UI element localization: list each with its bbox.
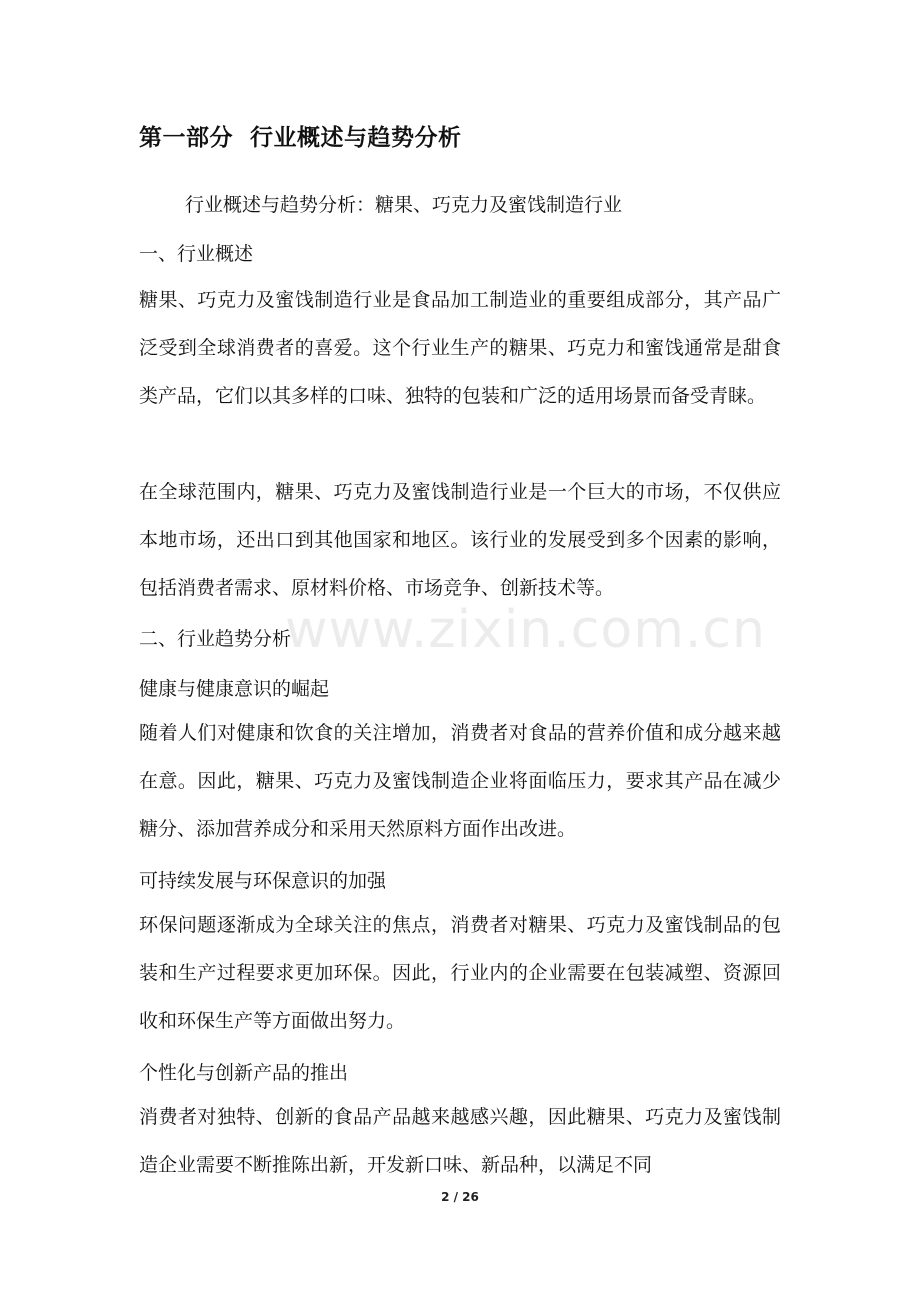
paragraph-overview-2: 在全球范围内，糖果、巧克力及蜜饯制造行业是一个巨大的市场，不仅供应本地市场，还出口到其他国家和地区。该行业的发展受到多个因素的影响，包括消费者需求、原材料价格、市场竞争、创新技术等。 [139, 481, 781, 599]
trend-heading-health: 健康与健康意识的崛起 [139, 678, 330, 700]
trend-heading-innovation: 个性化与创新产品的推出 [139, 1062, 349, 1084]
paragraph-trend-sustainability: 环保问题逐渐成为全球关注的焦点，消费者对糖果、巧克力及蜜饯制品的包装和生产过程要求更加环保。因此，行业内的企业需要在包装减塑、资源回收和环保生产等方面做出努力。 [139, 914, 781, 1032]
paragraph-trend-health: 随着人们对健康和饮食的关注增加，消费者对食品的营养价值和成分越来越在意。因此，糖果、巧克力及蜜饯制造企业将面临压力，要求其产品在减少糖分、添加营养成分和采用天然原料方面作出改进。 [139, 722, 781, 840]
paragraph-overview-1: 糖果、巧克力及蜜饯制造行业是食品加工制造业的重要组成部分，其产品广泛受到全球消费者的喜爱。这个行业生产的糖果、巧克力和蜜饯通常是甜食类产品，它们以其多样的口味、独特的包装和广泛的适用场景而备受青睐。 [139, 289, 781, 407]
page-number: 2 / 26 [441, 1190, 479, 1204]
section-heading-overview: 一、行业概述 [139, 243, 254, 265]
watermark: www.zixin.com.cn [285, 600, 766, 660]
document-subtitle: 行业概述与趋势分析：糖果、巧克力及蜜饯制造行业 [185, 194, 623, 216]
paragraph-trend-innovation: 消费者对独特、创新的食品产品越来越感兴趣，因此糖果、巧克力及蜜饯制造企业需要不断推陈出新，开发新口味、新品种，以满足不同 [139, 1106, 781, 1176]
trend-heading-sustainability: 可持续发展与环保意识的加强 [139, 870, 387, 892]
part-title: 第一部分 行业概述与趋势分析 [139, 125, 462, 151]
section-heading-trends: 二、行业趋势分析 [139, 628, 292, 650]
